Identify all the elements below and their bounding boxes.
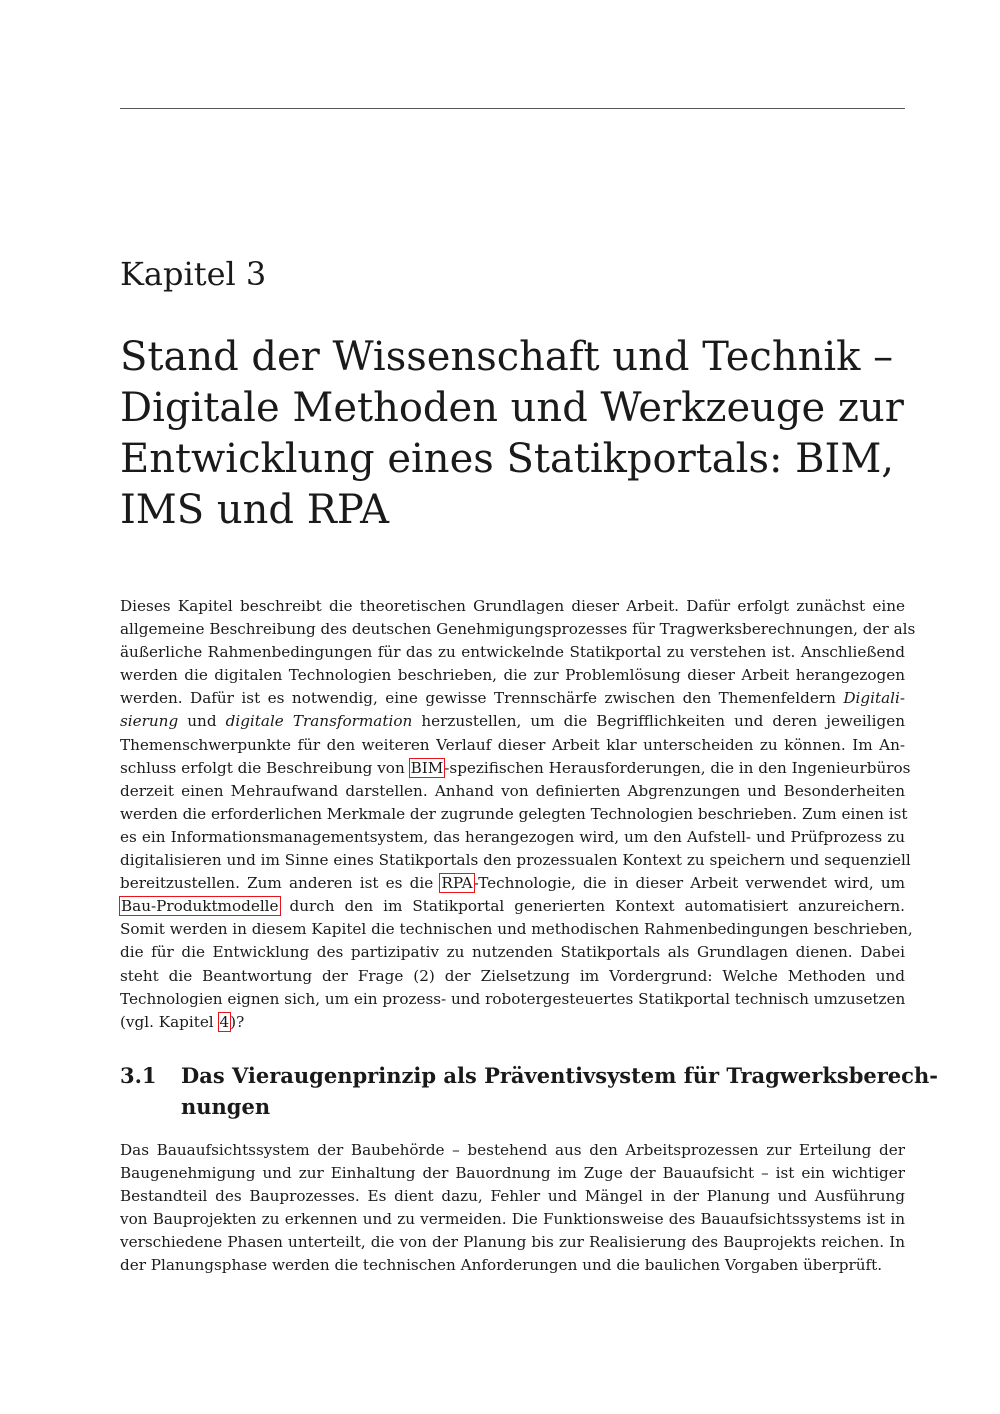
section-paragraph: [120, 1139, 905, 1278]
cross-reference-link[interactable]: Bau-Produktmodelle: [121, 897, 279, 916]
line-text: werden. Dafür ist es notwendig, eine gewisse Trennschärfe zwischen den Themenfeldern: [120, 689, 844, 708]
chapter-title-line: Digitale Methoden und Werkzeuge zur: [120, 385, 904, 431]
chapter-label: Kapitel 3: [120, 255, 267, 293]
text-line: [120, 595, 905, 618]
text-line: [120, 918, 913, 941]
line-text: allgemeine Beschreibung des deutschen Genehmigungsprozesses für Tragwerksberechnungen, der als: [120, 620, 916, 639]
text-line: [120, 1208, 905, 1231]
text-line: [120, 803, 908, 826]
text-line: [120, 988, 905, 1011]
text-line: [120, 1185, 905, 1208]
text-line: [120, 872, 905, 895]
line-text: derzeit einen Mehraufwand darstellen. Anhand von definierten Abgrenzungen und Besonderheiten: [120, 781, 905, 800]
line-text: Dieses Kapitel beschreibt die theoretischen Grundlagen dieser Arbeit. Dafür erfolgt zunächst eine: [120, 597, 905, 615]
line-text: Technologien eignen sich, um ein prozess- und robotergesteuertes Statikportal technisch umzusetzen: [120, 989, 906, 1008]
text-line: [120, 849, 911, 872]
line-text: Bestandteil des Bauprozesses. Es dient dazu, Fehler und Mängel in der Planung und Ausführung: [120, 1187, 905, 1206]
line-text: digitalisieren und im Sinne eines Statikportals den prozessualen Kontext zu speichern und sequenziell: [120, 851, 911, 870]
chapter-title-line: IMS und RPA: [120, 487, 389, 533]
line-text: herzustellen, um die Begrifflichkeiten und deren jeweiligen: [412, 712, 905, 731]
emphasis-text: Digitali-: [843, 689, 905, 708]
chapter-title: [120, 332, 905, 536]
line-text: werden die erforderlichen Merkmale der zugrunde gelegten Technologien beschrieben. Zum einen ist: [120, 804, 908, 823]
cross-reference-link[interactable]: RPA: [441, 874, 473, 893]
text-line: [120, 734, 905, 757]
text-line: [120, 664, 905, 687]
line-text: von Bauprojekten zu erkennen und zu vermeiden. Die Funktionsweise des Bauaufsichtssystems ist in: [120, 1210, 905, 1229]
cross-reference-link[interactable]: 4: [219, 1012, 230, 1031]
line-text: -Technologie, die in dieser Arbeit verwendet wird, um: [473, 874, 906, 893]
section-number: 3.1: [120, 1063, 157, 1088]
line-text: verschiedene Phasen unterteilt, die von der Planung bis zur Realisierung des Bauprojekts reichen. In: [120, 1233, 905, 1252]
header-rule: [120, 108, 905, 109]
line-text: der Planungsphase werden die technischen Anforderungen und die baulichen Vorgaben überprüft.: [120, 1256, 883, 1275]
text-line: [120, 1011, 905, 1034]
line-text: durch den im Statikportal generierten Kontext automatisiert anzureichern.: [279, 897, 905, 916]
line-text: und: [178, 712, 226, 731]
text-line: [120, 710, 905, 733]
line-text: )?: [230, 1012, 245, 1031]
line-text: (vgl. Kapitel: [120, 1012, 219, 1031]
text-line: [120, 641, 905, 664]
line-text: schluss erfolgt die Beschreibung von: [120, 758, 410, 777]
cross-reference-link[interactable]: BIM: [410, 758, 444, 777]
text-line: [120, 826, 905, 849]
text-line: [120, 687, 905, 710]
line-text: es ein Informationsmanagementsystem, das herangezogen wird, um den Aufstell- und Prüfprozess zu: [120, 827, 905, 846]
emphasis-text: digitale Transformation: [225, 712, 413, 731]
line-text: -spezifischen Herausforderungen, die in den Ingenieurbüros: [444, 758, 911, 777]
chapter-title-line: Entwicklung eines Statikportals: BIM,: [120, 436, 895, 482]
line-text: steht die Beantwortung der Frage (2) der Zielsetzung im Vordergrund: Welche Methoden und: [120, 966, 905, 985]
text-line: [120, 965, 905, 988]
line-text: äußerliche Rahmenbedingungen für das zu entwickelnde Statikportal zu verstehen ist. Anschließend: [120, 643, 905, 662]
text-line: [120, 1139, 905, 1162]
text-line: [120, 618, 916, 641]
text-line: [120, 1254, 905, 1277]
line-text: werden die digitalen Technologien beschrieben, die zur Problemlösung dieser Arbeit herangezogen: [120, 666, 905, 685]
intro-paragraph: [120, 595, 916, 1034]
line-text: Baugenehmigung und zur Einhaltung der Bauordnung im Zuge der Bauaufsicht – ist ein wichtiger: [120, 1164, 905, 1183]
text-line: [120, 895, 905, 918]
text-line: [120, 1231, 905, 1254]
line-text: die für die Entwicklung des partizipativ zu nutzenden Statikportals als Grundlagen dienen. Dabei: [120, 943, 905, 962]
line-text: Somit werden in diesem Kapitel die technischen und methodischen Rahmenbedingungen beschrieben,: [120, 920, 913, 939]
emphasis-text: sierung: [120, 712, 179, 731]
line-text: Themenschwerpunkte für den weiteren Verlauf dieser Arbeit klar unterscheiden zu können. Im An-: [120, 735, 905, 754]
text-line: [120, 757, 911, 780]
section-title: Das Vieraugenprinzip als Präventivsystem für Tragwerksberech-: [181, 1063, 938, 1088]
text-line: [120, 1162, 905, 1185]
line-text: Das Bauaufsichtssystem der Baubehörde – bestehend aus den Arbeitsprozessen zur Erteilung der: [120, 1141, 905, 1159]
chapter-title-line: Stand der Wissenschaft und Technik –: [120, 334, 894, 380]
text-line: [120, 941, 905, 964]
section-title-continuation: nungen: [181, 1094, 271, 1119]
text-line: [120, 780, 905, 803]
line-text: bereitzustellen. Zum anderen ist es die: [120, 874, 441, 893]
